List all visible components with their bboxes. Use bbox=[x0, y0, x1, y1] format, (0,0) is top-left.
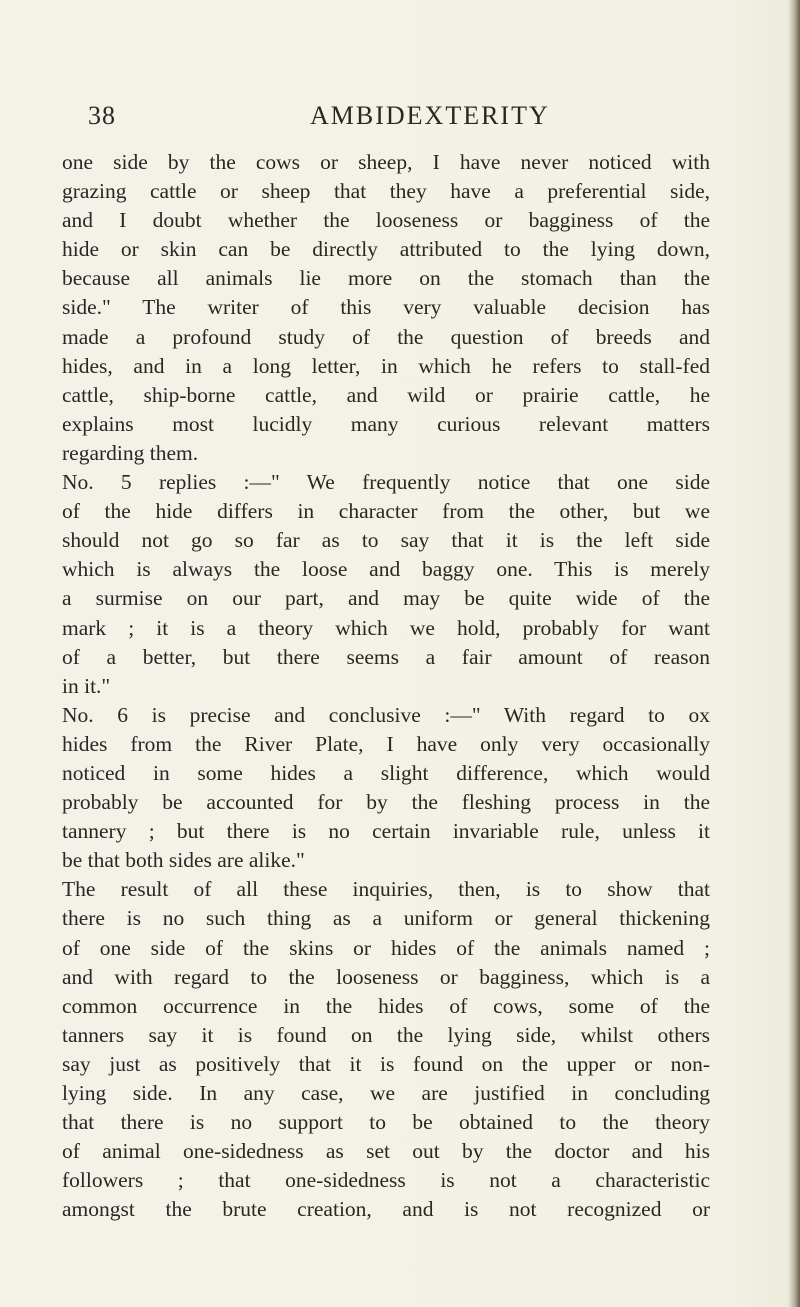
text-line: that there is no support to be obtained to the theory bbox=[62, 1110, 710, 1135]
text-line: No. 6 is precise and conclusive :—" With regard to ox bbox=[62, 702, 710, 727]
text-line: probably be accounted for by the fleshing process in the bbox=[62, 790, 710, 815]
text-line: tanners say it is found on the lying side, whilst others bbox=[62, 1022, 710, 1047]
text-line: which is always the loose and baggy one. This is merely bbox=[62, 557, 710, 582]
text-line: say just as positively that it is found on the upper or non- bbox=[62, 1051, 710, 1076]
text-line: common occurrence in the hides of cows, some of the bbox=[62, 993, 710, 1018]
text-line: side." The writer of this very valuable decision has bbox=[62, 295, 710, 320]
running-head: AMBIDEXTERITY bbox=[310, 101, 550, 130]
text-line: followers ; that one-sidedness is not a characteristic bbox=[62, 1168, 710, 1193]
text-line: of the hide differs in character from the other, but we bbox=[62, 499, 710, 524]
text-line: grazing cattle or sheep that they have a preferential side, bbox=[62, 179, 710, 204]
text-line: cattle, ship-borne cattle, and wild or prairie cattle, he bbox=[62, 382, 710, 407]
body-text bbox=[62, 148, 710, 1224]
text-line: hide or skin can be directly attributed to the lying down, bbox=[62, 237, 710, 262]
page-edge-shadow bbox=[788, 0, 800, 1307]
text-line: hides from the River Plate, I have only very occasionally bbox=[62, 731, 710, 756]
page-header bbox=[88, 96, 720, 136]
text-line: of one side of the skins or hides of the animals named ; bbox=[62, 935, 710, 960]
text-line: explains most lucidly many curious relevant matters bbox=[62, 411, 710, 436]
text-line: No. 5 replies :—" We frequently notice that one side bbox=[62, 470, 710, 495]
text-line: noticed in some hides a slight difference, which would bbox=[62, 760, 710, 785]
text-line: and I doubt whether the looseness or bagginess of the bbox=[62, 208, 710, 233]
text-line: be that both sides are alike." bbox=[62, 848, 305, 873]
text-line: tannery ; but there is no certain invariable rule, unless it bbox=[62, 819, 710, 844]
page-number: 38 bbox=[88, 101, 116, 130]
text-line: made a profound study of the question of breeds and bbox=[62, 324, 710, 349]
text-line: one side by the cows or sheep, I have never noticed with bbox=[62, 150, 710, 174]
text-line: in it." bbox=[62, 673, 111, 698]
text-line: and with regard to the looseness or bagginess, which is a bbox=[62, 964, 710, 989]
text-line: there is no such thing as a uniform or general thickening bbox=[62, 906, 710, 931]
text-line: should not go so far as to say that it is the left side bbox=[62, 528, 710, 553]
text-line: regarding them. bbox=[62, 440, 199, 465]
text-line: lying side. In any case, we are justified in concluding bbox=[62, 1081, 710, 1105]
text-line: of animal one-sidedness as set out by the doctor and his bbox=[62, 1139, 710, 1164]
text-line: of a better, but there seems a fair amount of reason bbox=[62, 644, 710, 669]
text-line: amongst the brute creation, and is not recognized or bbox=[62, 1197, 710, 1222]
text-line: hides, and in a long letter, in which he refers to stall-fed bbox=[62, 353, 710, 378]
text-line: The result of all these inquiries, then, is to show that bbox=[62, 877, 710, 902]
text-line: because all animals lie more on the stomach than the bbox=[62, 266, 710, 291]
text-line: a surmise on our part, and may be quite wide of the bbox=[62, 586, 710, 611]
text-line: mark ; it is a theory which we hold, probably for want bbox=[62, 615, 710, 640]
